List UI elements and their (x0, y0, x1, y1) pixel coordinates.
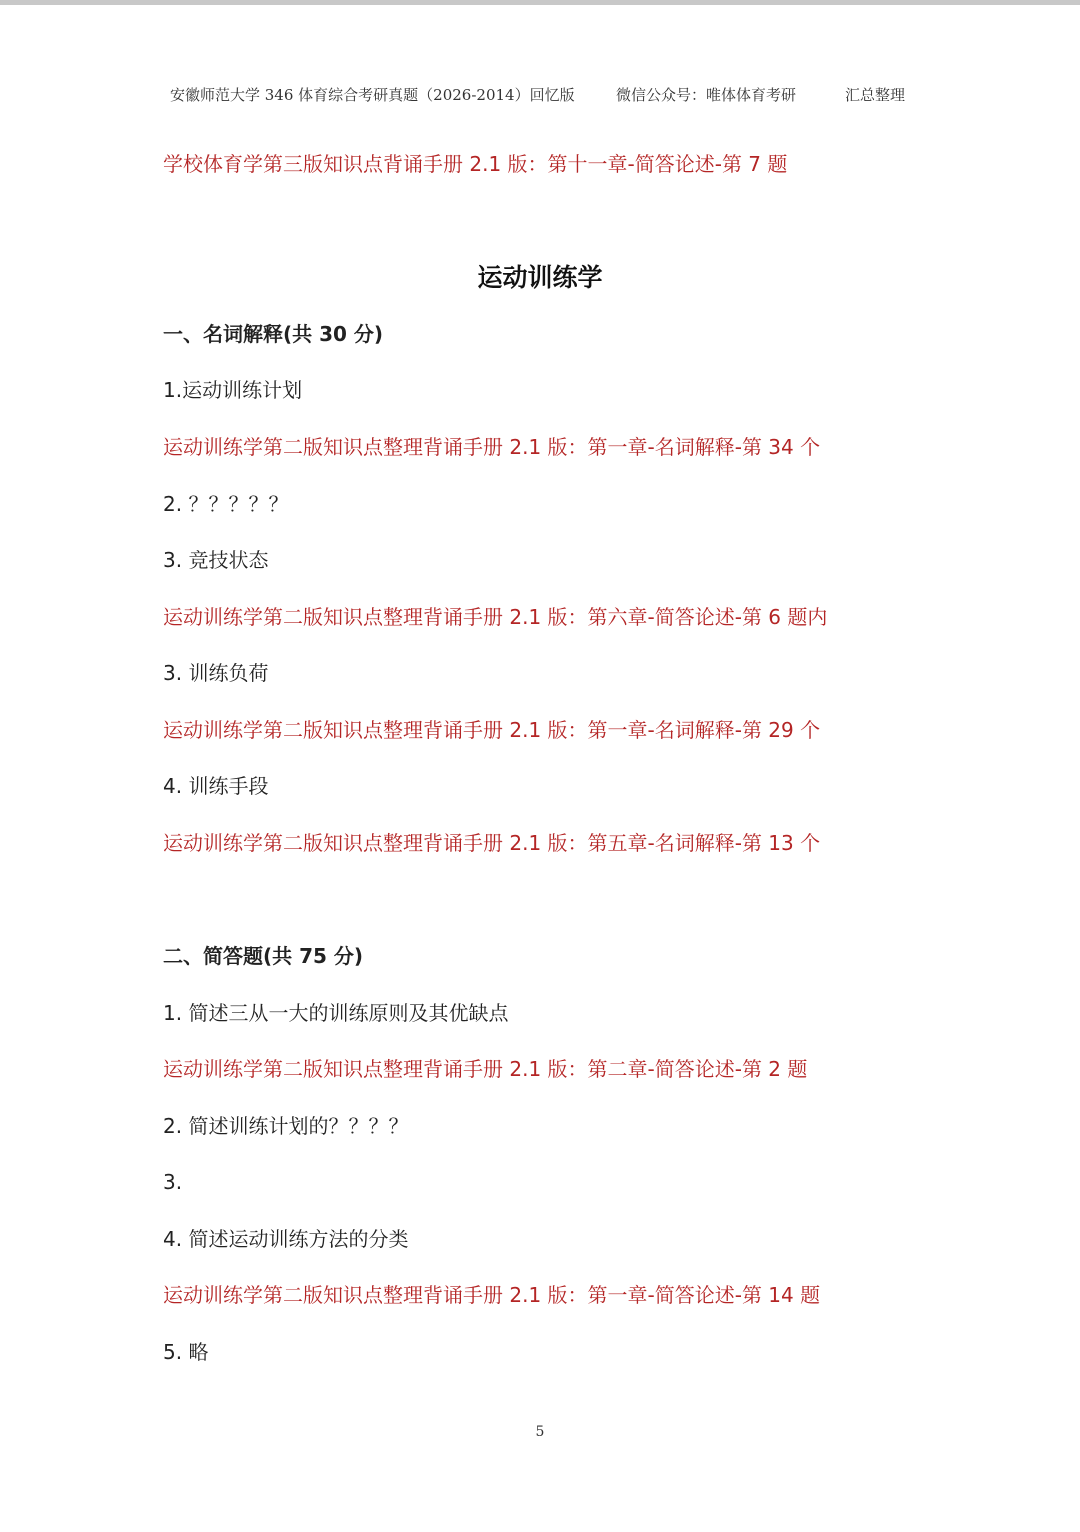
question-item: 3. 训练负荷 (163, 661, 269, 685)
reference-note: 运动训练学第二版知识点整理背诵手册 2.1 版：第二章-简答论述-第 2 题 (163, 1057, 808, 1081)
page-number: 5 (535, 1424, 545, 1440)
question-item: 1.运动训练计划 (163, 378, 303, 402)
section2-heading: 二、简答题(共 75 分) (163, 944, 364, 968)
question-item: 4. 训练手段 (163, 774, 269, 798)
header-right-text: 汇总整理 (845, 86, 906, 104)
header-wechat-text: 微信公众号：唯体体育考研 (616, 86, 797, 104)
question-item: 4. 简述运动训练方法的分类 (163, 1227, 409, 1251)
top-border (0, 0, 1080, 5)
reference-note: 运动训练学第二版知识点整理背诵手册 2.1 版：第五章-名词解释-第 13 个 (163, 831, 821, 855)
page-title: 运动训练学 (477, 263, 603, 292)
prev-section-reference: 学校体育学第三版知识点背诵手册 2.1 版：第十一章-简答论述-第 7 题 (163, 152, 788, 176)
question-item: 1. 简述三从一大的训练原则及其优缺点 (163, 1001, 509, 1025)
question-item: 2. 简述训练计划的？？？？ (163, 1114, 409, 1138)
question-item: 3. 竞技状态 (163, 548, 269, 572)
question-item: 5. 略 (163, 1340, 209, 1364)
reference-note: 运动训练学第二版知识点整理背诵手册 2.1 版：第一章-名词解释-第 29 个 (163, 718, 821, 742)
question-item: 3. (163, 1170, 183, 1194)
reference-note: 运动训练学第二版知识点整理背诵手册 2.1 版：第一章-简答论述-第 14 题 (163, 1283, 821, 1307)
page-header (170, 84, 930, 108)
question-item: 2. ？？？？？ (163, 492, 289, 516)
reference-note: 运动训练学第二版知识点整理背诵手册 2.1 版：第六章-简答论述-第 6 题内 (163, 605, 828, 629)
reference-note: 运动训练学第二版知识点整理背诵手册 2.1 版：第一章-名词解释-第 34 个 (163, 435, 821, 459)
section1-heading: 一、名词解释(共 30 分) (163, 322, 384, 346)
header-left-text: 安徽师范大学 346 体育综合考研真题（2026-2014）回忆版 (170, 86, 575, 104)
